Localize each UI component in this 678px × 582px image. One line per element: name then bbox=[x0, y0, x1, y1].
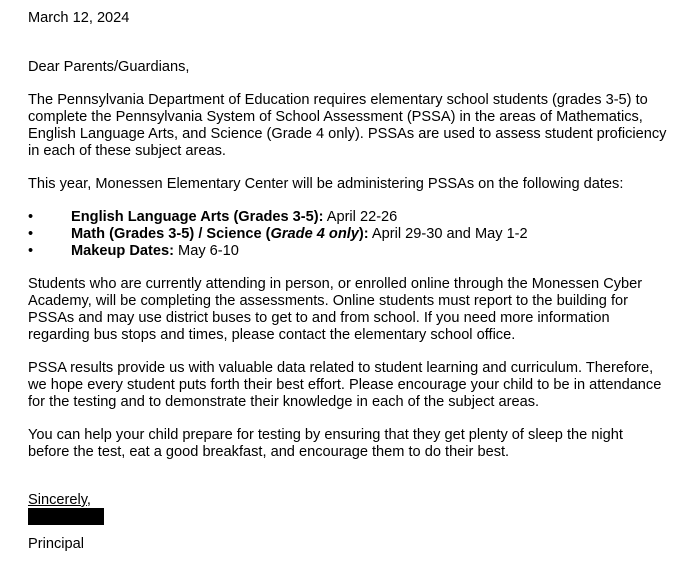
results-paragraph: PSSA results provide us with valuable data related to student learning and curriculum. Therefore, we hope every student puts forth their best effort. Please encourage your child to be in attendance for the testing and to demonstrate their knowledge in each of the subject areas. bbox=[28, 360, 662, 410]
closing: Sincerely, bbox=[28, 492, 91, 508]
test-date-label-italic: Grade 4 only bbox=[270, 226, 359, 242]
bullet-icon: • bbox=[28, 209, 34, 225]
test-date-label-suffix: ): bbox=[358, 226, 369, 242]
attendance-paragraph: Students who are currently attending in person, or enrolled online through the Monessen Cyber Academy, will be completing the assessments. Online students must report to the building for PSSAs and may use district buses to get to and from school. If you need more information regarding bus stops and times, please contact the elementary school office. bbox=[28, 276, 643, 343]
test-date-value: May 6-10 bbox=[174, 243, 239, 259]
letter bbox=[28, 10, 668, 553]
bullet-icon: • bbox=[28, 226, 34, 242]
test-dates-list bbox=[28, 209, 668, 260]
bullet-icon: • bbox=[28, 243, 34, 259]
test-date-item bbox=[28, 209, 668, 226]
redacted-signature bbox=[28, 508, 104, 525]
greeting: Dear Parents/Guardians, bbox=[28, 59, 190, 75]
test-date-item bbox=[28, 226, 668, 243]
test-date-item bbox=[28, 243, 668, 260]
test-date-label: Makeup Dates: bbox=[71, 243, 174, 259]
preparation-paragraph: You can help your child prepare for testing by ensuring that they get plenty of sleep the night before the test, eat a good breakfast, and encourage them to do their best. bbox=[28, 427, 623, 460]
test-date-label: Math (Grades 3-5) / Science ( bbox=[71, 226, 271, 242]
test-date-label: English Language Arts (Grades 3-5): bbox=[71, 209, 324, 225]
test-date-value: April 22-26 bbox=[323, 209, 398, 225]
signer-title: Principal bbox=[28, 536, 84, 552]
letter-date: March 12, 2024 bbox=[28, 10, 130, 26]
intro-paragraph: The Pennsylvania Department of Education requires elementary school students (grades 3-5) to complete the Pennsylvania System of School Assessment (PSSA) in the areas of Mathematics, English Language Arts, and Science (Grade 4 only). PSSAs are used to assess student proficiency in each of these subject areas. bbox=[28, 92, 667, 159]
test-date-value: April 29-30 and May 1-2 bbox=[368, 226, 528, 242]
schedule-intro-paragraph: This year, Monessen Elementary Center will be administering PSSAs on the following dates: bbox=[28, 176, 624, 192]
